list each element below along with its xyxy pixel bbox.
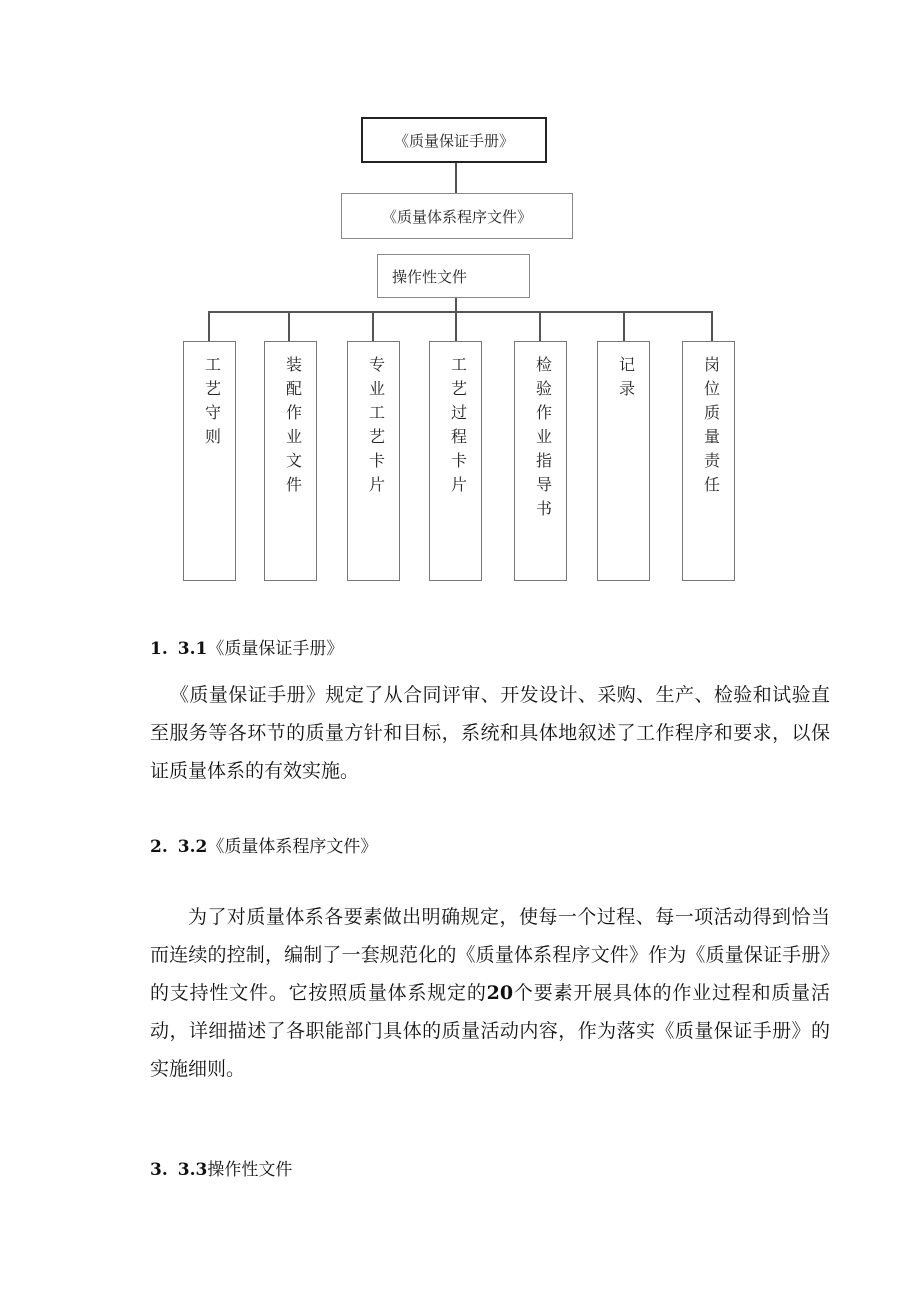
section-number: 2. xyxy=(150,837,168,857)
leaf-label: 装配作业文件 xyxy=(283,356,303,500)
section-paragraph-2 xyxy=(150,898,830,1088)
paragraph-text: 个要素开展具体的作业过程和质量活动，详细描述了各职能部门具体的质量活动内容，作为落实《质量保证手册》的实施细则。 xyxy=(150,982,830,1080)
section-subnumber: 3.3 xyxy=(177,1160,208,1180)
section-heading-3 xyxy=(150,1155,292,1180)
leaf-label: 工艺守则 xyxy=(202,356,222,452)
procedure-documents-box xyxy=(341,193,573,239)
connector-op-down xyxy=(455,298,457,312)
connector-leaf-5 xyxy=(539,311,541,341)
leaf-box xyxy=(347,341,400,581)
operational-documents-label: 操作性文件 xyxy=(392,267,468,286)
paragraph-text: 为了对质量体系各要素做出明确规定，使每一个过程、每一项活动得到恰当而连续的控制，编制了一套规范化的《质量体系程序文件》作为《质量保证手册》的支持性文件。它按照质量体系规定的 xyxy=(150,906,830,1004)
section-title: 《质量体系程序文件》 xyxy=(207,837,378,857)
leaf-label: 记录 xyxy=(616,356,636,404)
leaf-box xyxy=(429,341,482,581)
connector-leaf-4 xyxy=(455,311,457,341)
operational-documents-box xyxy=(377,254,530,298)
connector-leaf-7 xyxy=(711,311,713,341)
connector-leaf-2 xyxy=(288,311,290,341)
leaf-box xyxy=(514,341,567,581)
quality-manual-box xyxy=(361,117,547,163)
section-number: 3. xyxy=(150,1160,168,1180)
leaf-box xyxy=(183,341,236,581)
connector-leaf-6 xyxy=(623,311,625,341)
leaf-box xyxy=(264,341,317,581)
section-heading-2 xyxy=(150,832,377,857)
section-paragraph-1: 《质量保证手册》规定了从合同评审、开发设计、采购、生产、检验和试验直至服务等各环节的质量方针和目标，系统和具体地叙述了工作程序和要求，以保证质量体系的有效实施。 xyxy=(150,684,830,782)
procedure-documents-label: 《质量体系程序文件》 xyxy=(381,207,532,226)
leaf-box xyxy=(597,341,650,581)
leaf-label: 工艺过程卡片 xyxy=(448,356,468,500)
section-subnumber: 3.2 xyxy=(177,837,208,857)
leaf-label: 专业工艺卡片 xyxy=(366,356,386,500)
connector-leaf-3 xyxy=(372,311,374,341)
section-title: 《质量保证手册》 xyxy=(207,639,344,659)
leaf-box xyxy=(682,341,735,581)
connector-top-mid xyxy=(455,163,457,193)
section-heading-1 xyxy=(150,634,343,659)
paragraph-number: 20 xyxy=(486,982,514,1004)
connector-leaf-1 xyxy=(208,311,210,341)
leaf-label: 岗位质量责任 xyxy=(701,356,721,500)
quality-manual-label: 《质量保证手册》 xyxy=(393,131,514,150)
leaf-label: 检验作业指导书 xyxy=(533,356,553,524)
horizontal-bus-line xyxy=(208,311,713,313)
section-subnumber: 3.1 xyxy=(177,639,208,659)
section-title: 操作性文件 xyxy=(207,1160,293,1180)
section-number: 1. xyxy=(150,639,168,659)
